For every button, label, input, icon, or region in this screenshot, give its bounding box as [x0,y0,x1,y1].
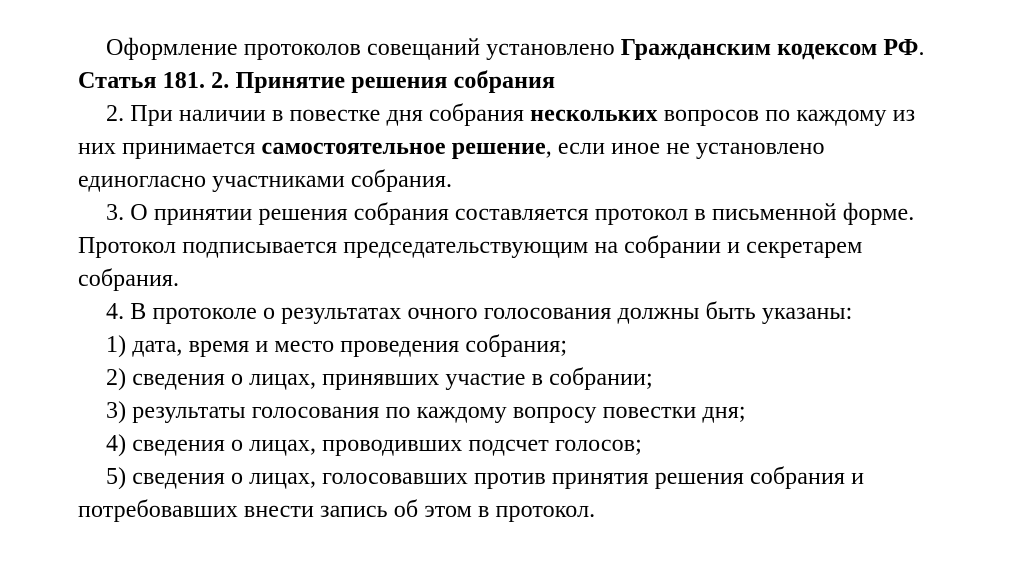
text-segment: Протокол подписывается председательствующим на собрании и секретарем [78,233,863,259]
text-segment: собрания. [78,266,180,292]
text-segment: 3. О принятии решения собрания составляется протокол в письменной форме. [106,200,915,226]
text-segment: 4) сведения о лицах, проводивших подсчет голосов; [106,431,642,457]
text-block [78,32,990,527]
text-segment: вопросов по каждому из [657,101,916,127]
text-segment: 2) сведения о лицах, принявших участие в собрании; [106,365,653,391]
bold-text-segment: Статья 181. 2. Принятие решения собрания [78,68,556,94]
text-line [78,461,990,494]
text-line [78,98,990,131]
text-segment: 3) результаты голосования по каждому вопросу повестки дня; [106,398,746,424]
bold-text-segment: самостоятельное решение [261,134,546,160]
text-segment: 5) сведения о лицах, голосовавших против принятия решения собрания и [106,464,865,490]
text-line [78,296,990,329]
text-line [78,230,990,263]
text-segment: потребовавших внести запись об этом в протокол. [78,497,596,523]
text-segment: 4. В протоколе о результатах очного голосования должны быть указаны: [106,299,853,325]
text-line [78,329,990,362]
text-line [78,428,990,461]
text-line [78,494,990,527]
text-segment: них принимается [78,134,262,160]
text-segment: Оформление протоколов совещаний установлено [106,35,621,61]
text-line [78,395,990,428]
text-line [78,362,990,395]
text-line [78,131,990,164]
text-line [78,197,990,230]
text-line [78,263,990,296]
text-segment: 2. При наличии в повестке дня собрания [106,101,531,127]
text-segment: . [918,35,925,61]
bold-text-segment: нескольких [530,101,658,127]
text-line [78,164,990,197]
text-segment: , если иное не установлено [545,134,825,160]
text-line [78,32,990,65]
text-segment: единогласно участниками собрания. [78,167,453,193]
bold-text-segment: Гражданским кодексом РФ [620,35,919,61]
text-segment: 1) дата, время и место проведения собрания; [106,332,568,358]
text-line [78,65,990,98]
